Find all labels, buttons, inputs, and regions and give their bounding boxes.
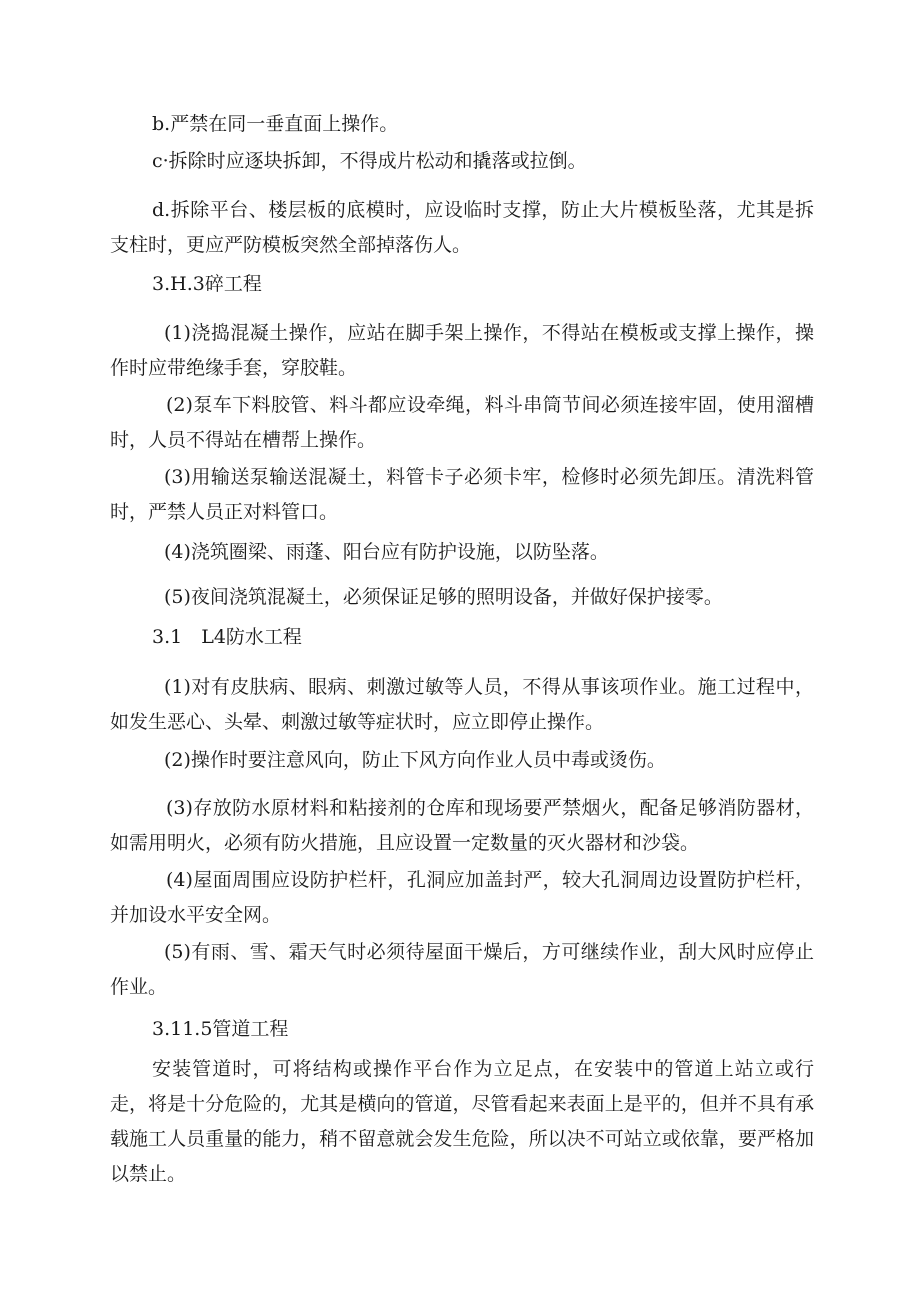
- waterproof-item-1: (1)对有皮肤病、眼病、刺激过敏等人员，不得从事该项作业。施工过程中，如发生恶心、头晕、刺激过敏等症状时，应立即停止操作。: [110, 676, 814, 733]
- item-b: b.严禁在同一垂直面上操作。: [152, 113, 399, 135]
- section-heading-piping: 3.11.5管道工程: [152, 1018, 289, 1040]
- piping-paragraph: 安装管道时，可将结构或操作平台作为立足点，在安装中的管道上站立或行走，将是十分危险的，尤其是横向的管道，尽管看起来表面上是平的，但并不具有承载施工人员重量的能力，稍不留意就会发生危险，所以决不可站立或依靠，要严格加以禁止。: [110, 1058, 814, 1185]
- section-heading-waterproofing: 3.1 L4防水工程: [152, 626, 302, 648]
- concrete-item-5: (5)夜间浇筑混凝土，必须保证足够的照明设备，并做好保护接零。: [164, 586, 723, 608]
- waterproof-item-4: (4)屋面周围应设防护栏杆，孔洞应加盖封严，较大孔洞周边设置防护栏杆，并加设水平安全网。: [110, 869, 814, 926]
- concrete-item-2: (2)泵车下料胶管、料斗都应设牵绳，料斗串筒节间必须连接牢固，使用溜槽时，人员不得站在槽帮上操作。: [110, 394, 814, 451]
- concrete-item-1: (1)浇捣混凝土操作，应站在脚手架上操作，不得站在模板或支撑上操作，操作时应带绝缘手套，穿胶鞋。: [110, 322, 814, 379]
- waterproof-item-2: (2)操作时要注意风向，防止下风方向作业人员中毒或烫伤。: [164, 749, 666, 771]
- concrete-item-4: (4)浇筑圈梁、雨蓬、阳台应有防护设施，以防坠落。: [164, 541, 609, 563]
- item-c: c·拆除时应逐块拆卸，不得成片松动和撬落或拉倒。: [152, 150, 587, 172]
- item-d: d.拆除平台、楼层板的底模时，应设临时支撑，防止大片模板坠落，尤其是拆支柱时，更应严防模板突然全部掉落伤人。: [110, 199, 814, 256]
- section-heading-concrete: 3.H.3碎工程: [152, 273, 262, 295]
- waterproof-item-5: (5)有雨、雪、霜天气时必须待屋面干燥后，方可继续作业，刮大风时应停止作业。: [110, 941, 814, 998]
- concrete-item-3: (3)用输送泵输送混凝土，料管卡子必须卡牢，检修时必须先卸压。清洗料管时，严禁人员正对料管口。: [110, 466, 814, 523]
- waterproof-item-3: (3)存放防水原材料和粘接剂的仓库和现场要严禁烟火，配备足够消防器材，如需用明火，必须有防火措施，且应设置一定数量的灭火器材和沙袋。: [110, 797, 814, 854]
